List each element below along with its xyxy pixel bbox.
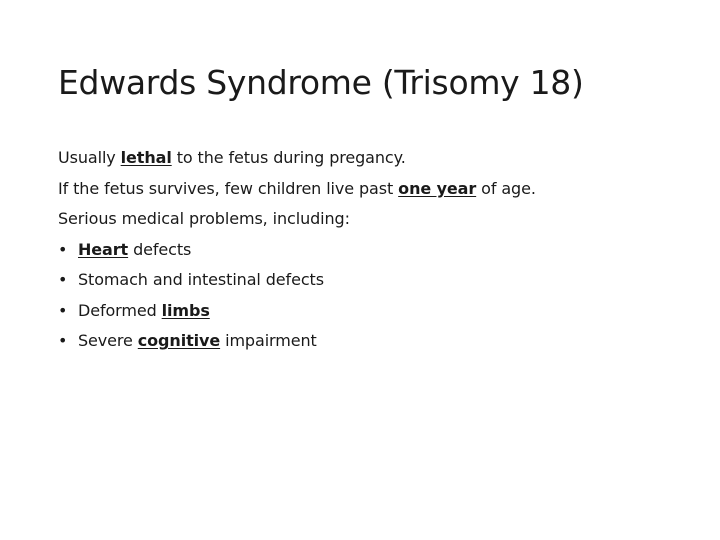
emphasis-one-year: one year	[398, 178, 477, 198]
bullet-item-stomach	[58, 265, 698, 296]
bullet-item-cognitive	[58, 326, 698, 357]
bullet-item-limbs	[58, 296, 698, 327]
bullet-text: defects	[128, 239, 192, 259]
bullet-icon: •	[58, 300, 68, 320]
line-text: If the fetus survives, few children live past	[58, 178, 399, 198]
body-line-problems	[58, 204, 698, 235]
body-line-lethal	[58, 143, 698, 174]
bullet-icon: •	[58, 331, 68, 350]
slide-title: Edwards Syndrome (Trisomy 18)	[58, 63, 584, 102]
bullet-item-heart	[58, 235, 698, 266]
emphasis-heart: Heart	[78, 239, 129, 259]
slide-body	[58, 143, 698, 357]
line-text: Serious medical problems, including:	[58, 209, 350, 228]
line-text: of age.	[476, 178, 536, 198]
line-text: to the fetus during pregancy.	[171, 148, 406, 167]
emphasis-limbs: limbs	[161, 300, 210, 320]
bullet-icon: •	[58, 239, 68, 259]
bullet-text: Deformed	[78, 300, 162, 320]
bullet-text: Severe	[78, 331, 138, 350]
bullet-icon: •	[58, 270, 68, 289]
body-line-one-year	[58, 174, 698, 205]
line-text: Usually	[58, 148, 121, 167]
emphasis-lethal: lethal	[120, 148, 172, 167]
bullet-text: Stomach and intestinal defects	[78, 270, 324, 289]
bullet-text: impairment	[220, 331, 317, 350]
emphasis-cognitive: cognitive	[137, 331, 221, 350]
